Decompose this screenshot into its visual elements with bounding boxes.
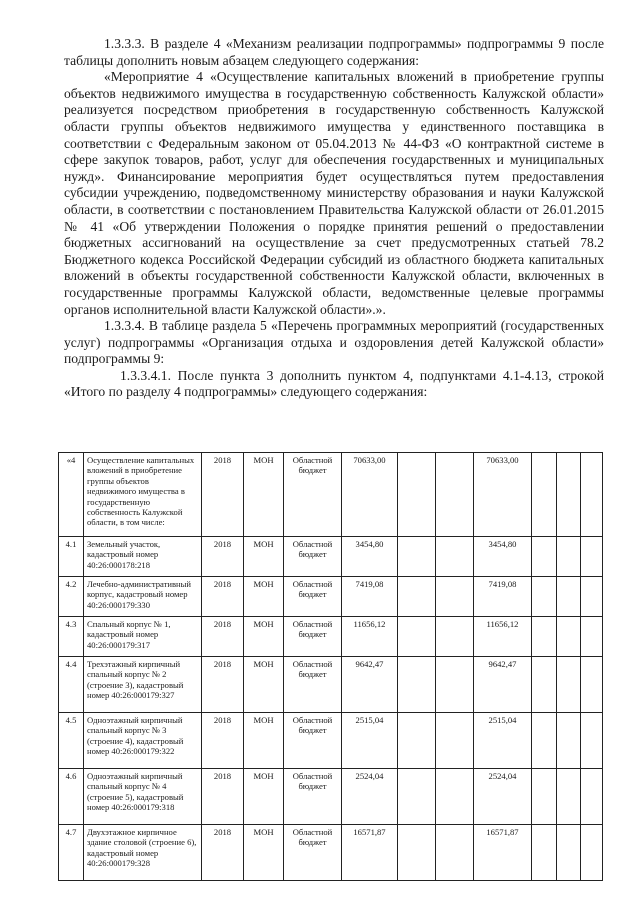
empty-cell — [557, 577, 581, 617]
row-executor-cell: МОН — [244, 453, 284, 537]
row-source-cell: Областной бюджет — [284, 577, 342, 617]
row-executor-cell: МОН — [244, 769, 284, 825]
empty-cell — [436, 769, 474, 825]
row-year-cell: 2018 — [202, 769, 244, 825]
empty-cell — [557, 617, 581, 657]
empty-cell — [532, 713, 557, 769]
empty-cell — [398, 825, 436, 881]
row-2018-amount-cell: 2524,04 — [474, 769, 532, 825]
row-total-cell: 2515,04 — [342, 713, 398, 769]
row-name-cell: Осуществление капитальных вложений в приобретение группы объектов недвижимого имущества в государственную собственность Калужской области, в том числе: — [84, 453, 202, 537]
paragraph-1-3-3-3: 1.3.3.3. В разделе 4 «Механизм реализации подпрограммы» подпрограммы 9 после таблицы дополнить новым абзацем следующего содержания: — [64, 36, 604, 68]
row-executor-cell: МОН — [244, 617, 284, 657]
row-name-cell: Трехэтажный кирпичный спальный корпус № 2 (строение 3), кадастровый номер 40:26:000179:327 — [84, 657, 202, 713]
empty-cell — [557, 825, 581, 881]
empty-cell — [398, 617, 436, 657]
empty-cell — [581, 577, 603, 617]
empty-cell — [436, 713, 474, 769]
empty-cell — [532, 453, 557, 537]
empty-cell — [557, 453, 581, 537]
table-row — [59, 617, 603, 657]
row-executor-cell: МОН — [244, 577, 284, 617]
row-number-cell: 4.6 — [59, 769, 84, 825]
row-2018-amount-cell: 2515,04 — [474, 713, 532, 769]
empty-cell — [398, 453, 436, 537]
empty-cell — [398, 577, 436, 617]
row-source-cell: Областной бюджет — [284, 769, 342, 825]
row-total-cell: 16571,87 — [342, 825, 398, 881]
row-year-cell: 2018 — [202, 713, 244, 769]
empty-cell — [398, 657, 436, 713]
table-row — [59, 825, 603, 881]
empty-cell — [398, 769, 436, 825]
row-source-cell: Областной бюджет — [284, 713, 342, 769]
empty-cell — [436, 825, 474, 881]
measures-table — [58, 452, 603, 881]
row-name-cell: Одноэтажный кирпичный спальный корпус № 4 (строение 5), кадастровый номер 40:26:000179:318 — [84, 769, 202, 825]
body-text — [64, 36, 604, 401]
row-name-cell: Земельный участок, кадастровый номер 40:26:000178:218 — [84, 537, 202, 577]
row-number-cell: 4.4 — [59, 657, 84, 713]
row-name-cell: Спальный корпус № 1, кадастровый номер 40:26:000179:317 — [84, 617, 202, 657]
table-row — [59, 453, 603, 537]
row-executor-cell: МОН — [244, 657, 284, 713]
empty-cell — [532, 617, 557, 657]
row-2018-amount-cell: 9642,47 — [474, 657, 532, 713]
row-year-cell: 2018 — [202, 453, 244, 537]
paragraph-measure-4: «Мероприятие 4 «Осуществление капитальных вложений в приобретение группы объектов недвижимого имущества в государственную собственность Калужской области» реализуется посредством приобретения в государственную собственность Калужской области группы объектов недвижимого имущества у единственного поставщика в соответствии с Федеральным законом от 05.04.2013 № 44-ФЗ «О контрактной системе в сфере закупок товаров, работ, услуг для обеспечения государственных и муниципальных нужд». Финансирование мероприятия будет осуществляться путем предоставления субсидии учреждению, подведомственному министерству образования и науки Калужской области, в соответствии с постановлением Правительства Калужской области от 26.01.2015 № 41 «Об утверждении Положения о порядке принятия решений о предоставлении бюджетных ассигнований на осуществление за счет предусмотренных статьей 78.2 Бюджетного кодекса Российской Федерации субсидий из областного бюджета капитальных вложений в объекты государственной собственности Калужской области, включенных в государственные программы Калужской области, ведомственные целевые программы органов исполнительной власти Калужской области».». — [64, 69, 604, 317]
row-executor-cell: МОН — [244, 825, 284, 881]
row-total-cell: 11656,12 — [342, 617, 398, 657]
row-total-cell: 9642,47 — [342, 657, 398, 713]
empty-cell — [436, 577, 474, 617]
row-year-cell: 2018 — [202, 825, 244, 881]
empty-cell — [532, 769, 557, 825]
row-total-cell: 70633,00 — [342, 453, 398, 537]
row-total-cell: 3454,80 — [342, 537, 398, 577]
row-2018-amount-cell: 16571,87 — [474, 825, 532, 881]
row-2018-amount-cell: 3454,80 — [474, 537, 532, 577]
empty-cell — [581, 713, 603, 769]
row-number-cell: 4.7 — [59, 825, 84, 881]
empty-cell — [581, 617, 603, 657]
empty-cell — [581, 453, 603, 537]
row-name-cell: Одноэтажный кирпичный спальный корпус № 3 (строение 4), кадастровый номер 40:26:000179:322 — [84, 713, 202, 769]
empty-cell — [557, 657, 581, 713]
empty-cell — [398, 713, 436, 769]
empty-cell — [436, 453, 474, 537]
table-row — [59, 657, 603, 713]
row-year-cell: 2018 — [202, 577, 244, 617]
row-number-cell: 4.2 — [59, 577, 84, 617]
empty-cell — [581, 769, 603, 825]
row-source-cell: Областной бюджет — [284, 825, 342, 881]
empty-cell — [532, 825, 557, 881]
empty-cell — [581, 537, 603, 577]
row-source-cell: Областной бюджет — [284, 617, 342, 657]
row-year-cell: 2018 — [202, 537, 244, 577]
empty-cell — [436, 537, 474, 577]
empty-cell — [398, 537, 436, 577]
empty-cell — [581, 657, 603, 713]
empty-cell — [557, 713, 581, 769]
row-year-cell: 2018 — [202, 617, 244, 657]
row-number-cell: 4.3 — [59, 617, 84, 657]
paragraph-1-3-3-4: 1.3.3.4. В таблице раздела 5 «Перечень программных мероприятий (государственных услуг) подпрограммы «Организация отдыха и оздоровления детей Калужской области» подпрограммы 9: — [64, 318, 604, 367]
row-2018-amount-cell: 7419,08 — [474, 577, 532, 617]
row-number-cell: 4.5 — [59, 713, 84, 769]
row-executor-cell: МОН — [244, 537, 284, 577]
table-row — [59, 537, 603, 577]
empty-cell — [532, 657, 557, 713]
row-executor-cell: МОН — [244, 713, 284, 769]
empty-cell — [581, 825, 603, 881]
empty-cell — [532, 537, 557, 577]
table-row — [59, 713, 603, 769]
row-source-cell: Областной бюджет — [284, 657, 342, 713]
row-source-cell: Областной бюджет — [284, 453, 342, 537]
empty-cell — [436, 617, 474, 657]
row-number-cell: «4 — [59, 453, 84, 537]
empty-cell — [557, 769, 581, 825]
table-row — [59, 577, 603, 617]
empty-cell — [557, 537, 581, 577]
row-name-cell: Лечебно-административный корпус, кадастровый номер 40:26:000179:330 — [84, 577, 202, 617]
row-year-cell: 2018 — [202, 657, 244, 713]
row-total-cell: 7419,08 — [342, 577, 398, 617]
row-source-cell: Областной бюджет — [284, 537, 342, 577]
row-2018-amount-cell: 70633,00 — [474, 453, 532, 537]
paragraph-1-3-3-4-1: 1.3.3.4.1. После пункта 3 дополнить пунктом 4, подпунктами 4.1-4.13, строкой «Итого по разделу 4 подпрограммы» следующего содержания: — [64, 367, 604, 400]
empty-cell — [532, 577, 557, 617]
row-name-cell: Двухэтажное кирпичное здание столовой (строение 6), кадастровый номер 40:26:000179:328 — [84, 825, 202, 881]
row-total-cell: 2524,04 — [342, 769, 398, 825]
table-row — [59, 769, 603, 825]
row-number-cell: 4.1 — [59, 537, 84, 577]
row-2018-amount-cell: 11656,12 — [474, 617, 532, 657]
empty-cell — [436, 657, 474, 713]
